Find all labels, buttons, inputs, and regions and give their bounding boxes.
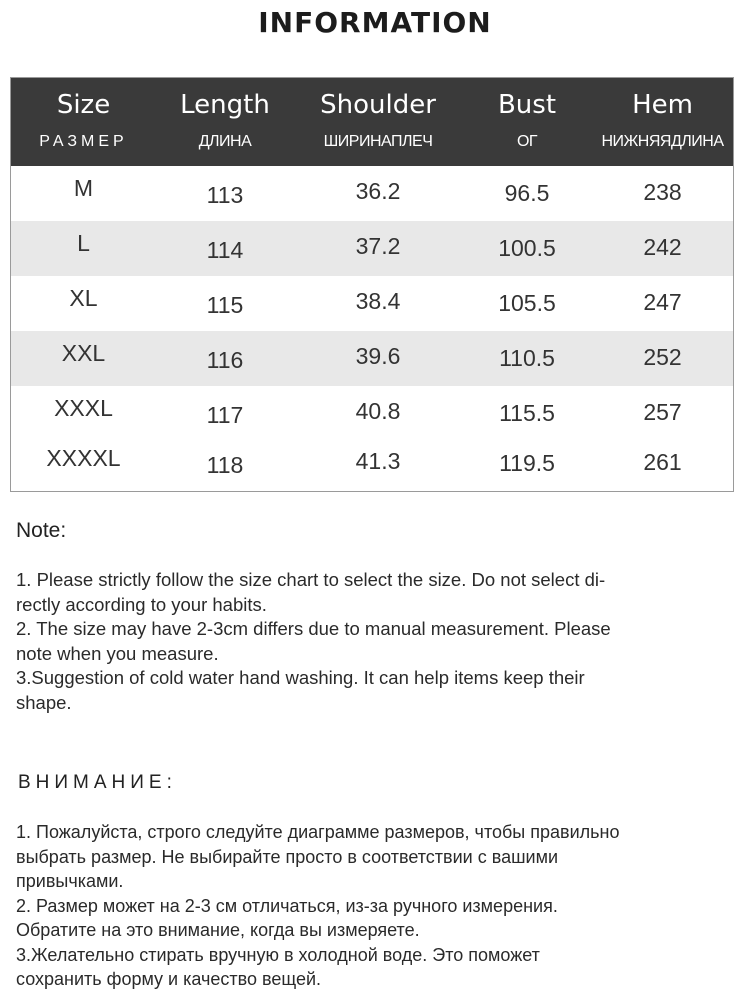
note-line: note when you measure. [16,642,219,664]
cell-shoulder: 41.3 [355,448,401,474]
cell-length: 116 [206,347,244,373]
header-length [156,78,294,166]
note-heading: Note: [16,519,67,542]
warning-heading: ВНИМАНИЕ: [18,772,177,793]
cell-length: 115 [206,292,244,318]
table-row [11,276,733,331]
cell-shoulder: 39.6 [355,343,401,369]
note-line: 2. The size may have 2-3cm differs due to manual measurement. Please [16,618,611,639]
size-chart-table [10,77,734,492]
cell-length: 113 [206,182,244,208]
cell-size: M [73,175,94,201]
cell-shoulder: 40.8 [355,398,401,424]
note-line: 3.Suggestion of cold water hand washing. It can help items keep their [16,667,585,688]
header-shoulder-ru: ШИРИНАПЛЕЧ [323,133,433,150]
warning-line: привычками. [16,871,124,891]
header-shoulder [294,78,462,166]
cell-size: L [77,230,90,256]
header-size-en: Size [56,90,111,120]
cell-hem: 247 [643,289,682,315]
cell-bust: 115.5 [499,400,555,426]
cell-shoulder: 36.2 [355,178,401,204]
cell-bust: 96.5 [504,180,550,206]
warning-body [16,820,736,992]
cell-hem: 242 [643,234,682,260]
cell-bust: 100.5 [498,235,556,261]
table-row [11,166,733,221]
cell-length: 118 [206,452,244,478]
note-line: rectly according to your habits. [16,593,267,615]
table-row [11,436,733,491]
header-length-en: Length [180,90,270,120]
warning-line: Обратите на это внимание, когда вы измеряете. [16,920,420,940]
warning-line: сохранить форму и качество вещей. [16,969,322,989]
header-size [11,78,156,166]
page-title: INFORMATION [258,6,492,39]
cell-size: XXXL [54,395,113,421]
warning-line: 2. Размер может на 2-3 см отличаться, из-за ручного измерения. [16,895,558,916]
cell-shoulder: 37.2 [355,233,401,259]
cell-size: XXXXL [46,445,121,471]
note-line: shape. [16,691,72,713]
header-length-ru: ДЛИНА [198,133,252,150]
cell-bust: 119.5 [499,450,555,476]
note-body [16,568,716,715]
cell-hem: 257 [643,399,682,425]
cell-length: 117 [206,402,244,428]
header-bust-en: Bust [497,90,557,120]
cell-hem: 238 [643,179,682,205]
header-hem-en: Hem [632,90,693,120]
warning-line: выбрать размер. Не выбирайте просто в соответствии с вашими [16,846,559,867]
header-hem [592,78,733,166]
header-shoulder-en: Shoulder [320,90,436,120]
table-row [11,221,733,276]
cell-size: XL [69,285,98,311]
cell-shoulder: 38.4 [355,288,401,314]
cell-bust: 110.5 [499,345,555,371]
warning-line: 1. Пожалуйста, строго следуйте диаграмме размеров, чтобы правильно [16,822,620,842]
cell-bust: 105.5 [498,290,556,316]
table-header [11,78,733,166]
cell-size: XXL [61,340,106,366]
cell-hem: 252 [643,344,682,370]
header-bust [462,78,592,166]
header-size-ru: РАЗМЕР [39,133,128,150]
header-hem-ru: НИЖНЯЯДЛИНА [601,133,724,150]
cell-length: 114 [206,237,244,263]
cell-hem: 261 [643,449,682,475]
note-line: 1. Please strictly follow the size chart to select the size. Do not select di- [16,569,606,590]
table-row [11,331,733,386]
warning-line: 3.Желательно стирать вручную в холодной воде. Это поможет [16,944,540,965]
header-bust-ru: ОГ [516,133,538,150]
